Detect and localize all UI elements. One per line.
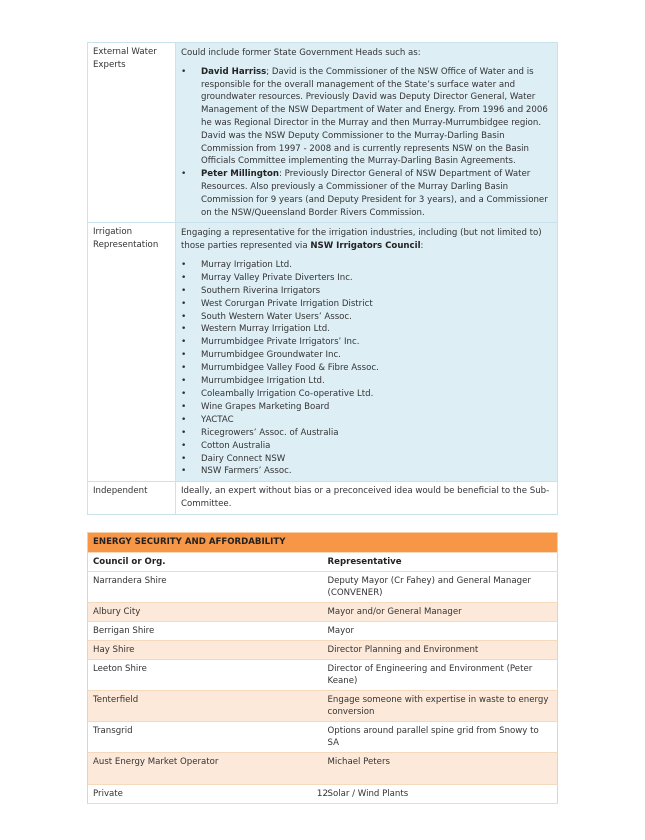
list-item: • Murrumbidgee Irrigation Ltd. — [181, 375, 552, 388]
energy-security-table — [87, 532, 558, 804]
list-item: • Western Murray Irrigation Ltd. — [181, 323, 552, 336]
org-cell: Leeton Shire — [88, 660, 323, 691]
list-item: • Murrumbidgee Groundwater Inc. — [181, 349, 552, 362]
section-header-row — [88, 533, 558, 553]
table-row — [88, 753, 558, 785]
bullet-list — [181, 66, 552, 220]
row-label: External Water Experts — [88, 43, 176, 223]
table-row — [88, 660, 558, 691]
list-item: • Murray Valley Private Diverters Inc. — [181, 272, 552, 285]
person-name: David Harriss — [201, 66, 267, 77]
row-content — [176, 43, 558, 223]
column-header: Representative — [323, 553, 558, 572]
table-row — [88, 43, 558, 223]
representative-cell: Solar / Wind Plants — [323, 785, 558, 804]
section-title: ENERGY SECURITY AND AFFORDABILITY — [88, 533, 558, 553]
representative-cell: Deputy Mayor (Cr Fahey) and General Manager (CONVENER) — [323, 572, 558, 603]
representative-cell: Director of Engineering and Environment (Peter Keane) — [323, 660, 558, 691]
representative-cell: Engage someone with expertise in waste to energy conversion — [323, 691, 558, 722]
row-intro — [181, 227, 552, 253]
list-item: • YACTAC — [181, 414, 552, 427]
row-content — [176, 223, 558, 482]
list-item: • Ricegrowers’ Assoc. of Australia — [181, 427, 552, 440]
bullet-list — [181, 259, 552, 478]
row-content: Ideally, an expert without bias or a preconceived idea would be beneficial to the Sub-Committee. — [176, 482, 558, 515]
table-row — [88, 691, 558, 722]
list-item: • Coleambally Irrigation Co-operative Ltd. — [181, 388, 552, 401]
column-header-row — [88, 553, 558, 572]
committee-members-table — [87, 42, 558, 515]
org-cell: Transgrid — [88, 722, 323, 753]
list-item — [181, 168, 552, 219]
list-item: • Cotton Australia — [181, 440, 552, 453]
org-cell: Berrigan Shire — [88, 622, 323, 641]
org-cell: Private — [88, 785, 323, 804]
representative-cell: Michael Peters — [323, 753, 558, 785]
intro-org-name: NSW Irrigators Council — [310, 241, 421, 252]
list-item: • West Corurgan Private Irrigation District — [181, 298, 552, 311]
column-header: Council or Org. — [88, 553, 323, 572]
person-name: Peter Millington — [201, 169, 280, 180]
page-number: 12 — [316, 789, 329, 799]
table-row — [88, 603, 558, 622]
table-row — [88, 482, 558, 515]
row-label: Irrigation Representation — [88, 223, 176, 482]
representative-cell: Mayor — [323, 622, 558, 641]
org-cell: Tenterfield — [88, 691, 323, 722]
table-row — [88, 572, 558, 603]
list-item: • South Western Water Users’ Assoc. — [181, 311, 552, 324]
intro-text-end: : — [420, 241, 424, 252]
org-cell: Albury City — [88, 603, 323, 622]
table-row — [88, 722, 558, 753]
representative-cell: Mayor and/or General Manager — [323, 603, 558, 622]
intro-text: Engaging a representative for the irrigation industries, including (but not limited to) those parties represented via — [181, 228, 542, 252]
list-item: • Wine Grapes Marketing Board — [181, 401, 552, 414]
person-description: ; David is the Commissioner of the NSW Office of Water and is responsible for the overall management of the State’s surface water and groundwater resources. Previously David was Deputy Director General, Water Management of the NSW Department of Water and Energy. From 1996 and 2006 he was Regional Director in the Murray and then Murray-Murrumbidgee region. David was the NSW Deputy Commissioner to the Murray-Darling Basin Commission from 1997 - 2008 and is currently represents NSW on the Basin Officials Committee implementing the Murray-Darling Basin Agreements. — [201, 66, 548, 167]
table-row — [88, 622, 558, 641]
table-row — [88, 223, 558, 482]
representative-cell: Options around parallel spine grid from Snowy to SA — [323, 722, 558, 753]
list-item: • Dairy Connect NSW — [181, 453, 552, 466]
row-intro: Could include former State Government Heads such as: — [181, 48, 421, 58]
org-cell: Hay Shire — [88, 641, 323, 660]
list-item: • Murray Irrigation Ltd. — [181, 259, 552, 272]
table-row — [88, 641, 558, 660]
representative-cell: Director Planning and Environment — [323, 641, 558, 660]
list-item: • NSW Farmers’ Assoc. — [181, 465, 552, 478]
org-cell: Aust Energy Market Operator — [88, 753, 323, 785]
list-item: • Murrumbidgee Valley Food & Fibre Assoc. — [181, 362, 552, 375]
person-description: : Previously Director General of NSW Department of Water Resources. Also previously a Commissioner of the Murray Darling Basin Commission for 9 years (and Deputy President for 3 years), and a Commissioner on the NSW/Queensland Border Rivers Commission. — [201, 169, 548, 218]
list-item — [181, 66, 552, 168]
row-label: Independent — [88, 482, 176, 515]
list-item: • Murrumbidgee Private Irrigators’ Inc. — [181, 336, 552, 349]
org-cell: Narrandera Shire — [88, 572, 323, 603]
list-item: • Southern Riverina Irrigators — [181, 285, 552, 298]
